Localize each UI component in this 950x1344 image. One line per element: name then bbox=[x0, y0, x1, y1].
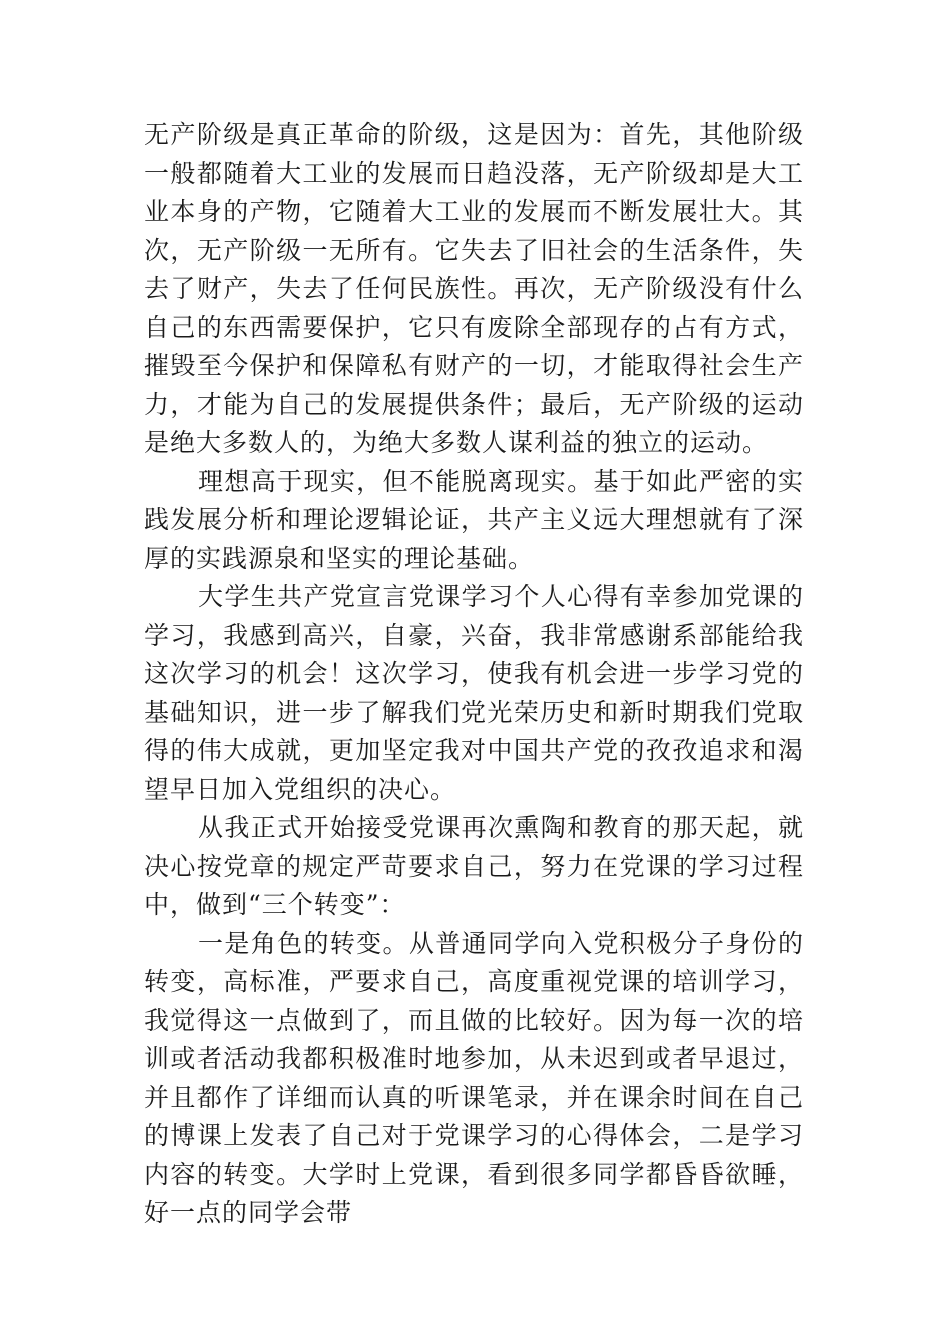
paragraph-4: 从我正式开始接受党课再次熏陶和教育的那天起，就决心按党章的规定严苛要求自己，努力在党课的学习过程中，做到“三个转变”： bbox=[144, 813, 804, 919]
paragraph-1: 无产阶级是真正革命的阶级，这是因为：首先，其他阶级一般都随着大工业的发展而日趋没落，无产阶级却是大工业本身的产物，它随着大工业的发展而不断发展壮大。其次，无产阶级一无所有。它失去了旧社会的生活条件，失去了财产，失去了任何民族性。再次，无产阶级没有什么自己的东西需要保护，它只有废除全部现存的占有方式，摧毁至今保护和保障私有财产的一切，才能取得社会生产力，才能为自己的发展提供条件；最后，无产阶级的运动是绝大多数人的，为绝大多数人谋利益的独立的运动。 bbox=[144, 120, 804, 457]
paragraph-3: 大学生共产党宣言党课学习个人心得有幸参加党课的学习，我感到高兴，自豪，兴奋，我非常感谢系部能给我这次学习的机会！这次学习，使我有机会进一步学习党的基础知识，进一步了解我们党光荣历史和新时期我们党取得的伟大成就，更加坚定我对中国共产党的孜孜追求和渴望早日加入党组织的决心。 bbox=[144, 582, 804, 804]
paragraph-2: 理想高于现实，但不能脱离现实。基于如此严密的实践发展分析和理论逻辑论证，共产主义远大理想就有了深厚的实践源泉和坚实的理论基础。 bbox=[144, 466, 804, 573]
paragraph-5: 一是角色的转变。从普通同学向入党积极分子身份的转变，高标准，严要求自己，高度重视党课的培训学习，我觉得这一点做到了，而且做的比较好。因为每一次的培训或者活动我都积极准时地参加，从未迟到或者早退过，并且都作了详细而认真的听课笔录，并在课余时间在自己的博课上发表了自己对于党课学习的心得体会，二是学习内容的转变。大学时上党课，看到很多同学都昏昏欲睡，好一点的同学会带 bbox=[144, 928, 804, 1227]
document-page bbox=[144, 116, 804, 1233]
